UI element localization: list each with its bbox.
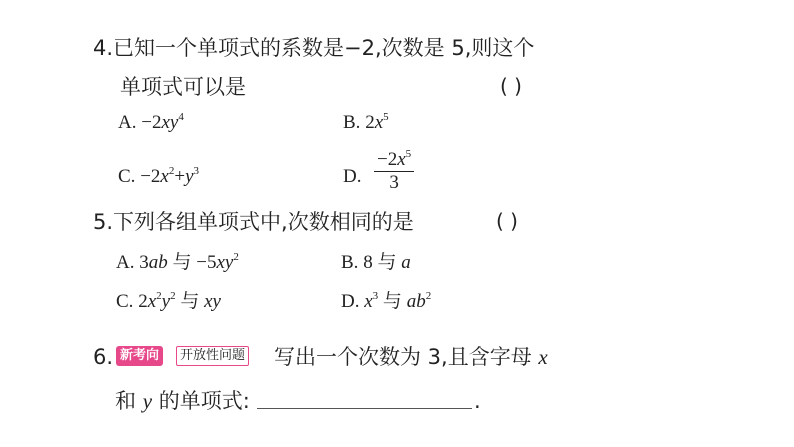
option-d: D. $x^3$ 与 $ab^2$ xyxy=(341,290,432,312)
option-a: A. $-2xy^4$ xyxy=(118,111,184,133)
question-5-stem xyxy=(93,209,414,235)
question-number: 4. xyxy=(93,36,114,60)
answer-parentheses: ( ) xyxy=(500,74,522,98)
option-a: A. 3ab 与 $-5xy^2$ xyxy=(116,251,239,273)
question-text: 下列各组单项式中,次数相同的是 xyxy=(113,210,414,234)
option-d-label: D. xyxy=(343,166,362,187)
question-number: 6. xyxy=(93,345,114,369)
open-question-tag: 开放性问题 xyxy=(176,346,249,366)
question-4-stem-line2: 单项式可以是 xyxy=(120,75,246,99)
option-b: B. 8 与 a xyxy=(341,252,411,273)
fraction-numerator: $-2x^5$ xyxy=(374,149,414,172)
question-6-stem-line1: 写出一个次数为 3,且含字母 x xyxy=(274,345,548,369)
option-b: B. $2x^5$ xyxy=(343,111,389,133)
trailing-period: . xyxy=(474,389,481,413)
answer-parentheses: ( ) xyxy=(496,209,518,233)
option-c: C. $2x^2y^2$ 与 xy xyxy=(116,290,221,312)
question-number: 5. xyxy=(93,210,114,234)
new-direction-tag: 新考向 xyxy=(116,346,163,366)
question-text: 已知一个单项式的系数是−2,次数是 5,则这个 xyxy=(113,36,535,60)
question-4-stem-line1 xyxy=(93,35,534,61)
fraction-denominator: 3 xyxy=(389,172,399,193)
option-d-fraction xyxy=(374,149,414,194)
option-c: C. $-2x^2+y^3$ xyxy=(118,165,199,187)
answer-blank[interactable] xyxy=(257,408,472,409)
question-6-stem-line2: 和 y 的单项式: xyxy=(115,389,250,413)
